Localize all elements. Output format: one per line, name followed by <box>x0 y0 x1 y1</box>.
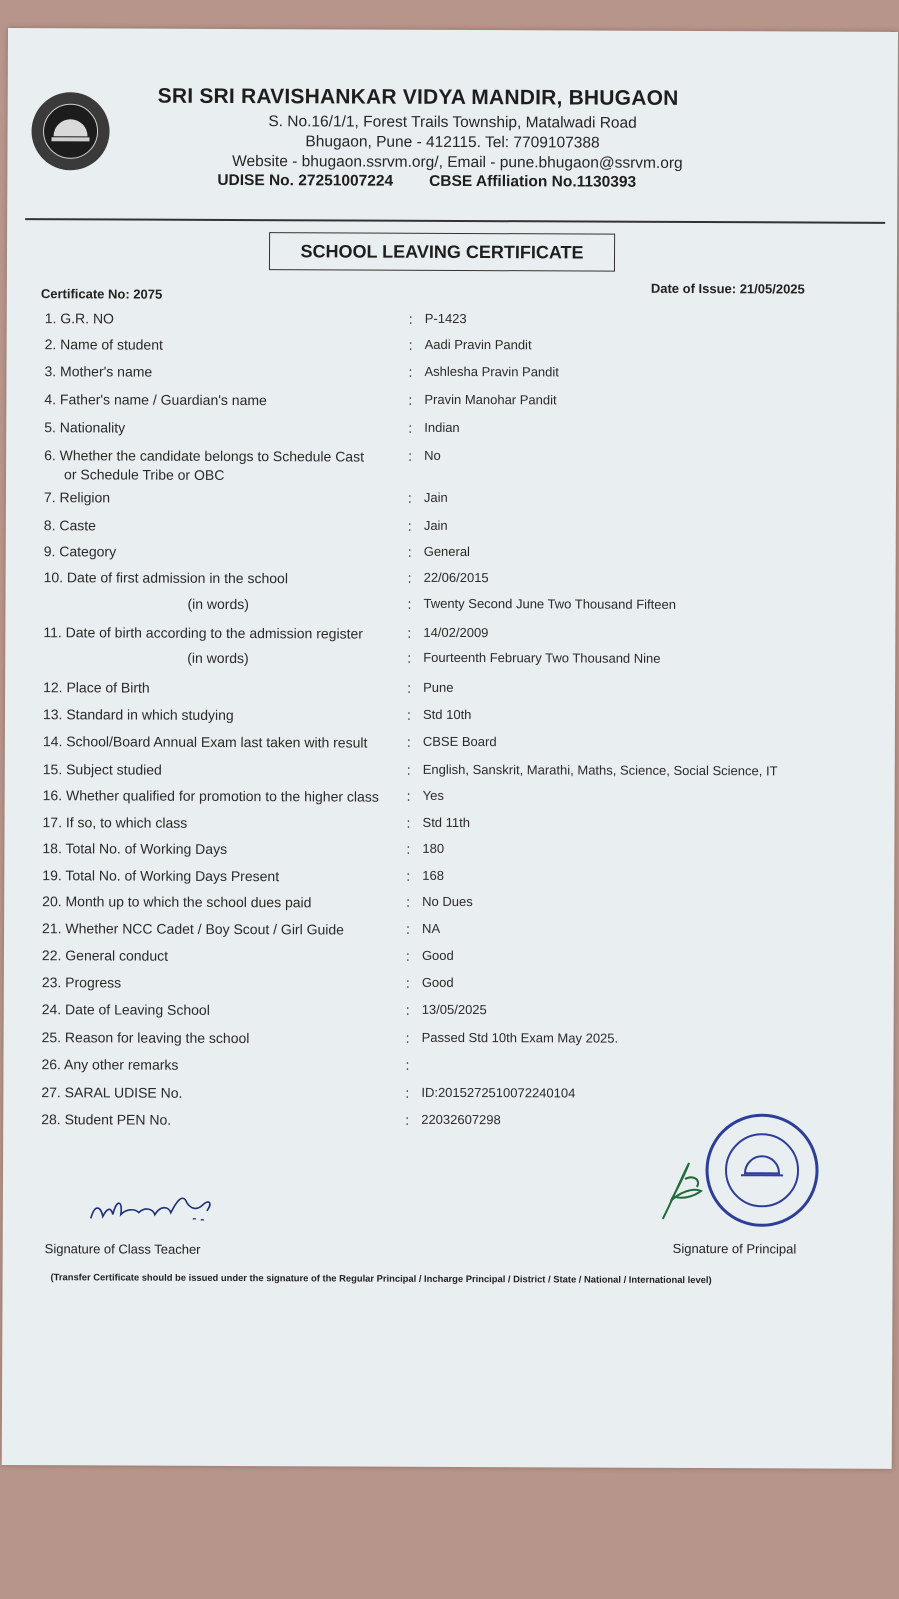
field-row <box>41 946 862 964</box>
field-colon: : <box>406 761 411 778</box>
field-label-continued: or Schedule Tribe or OBC <box>64 466 225 483</box>
field-colon: : <box>406 706 411 723</box>
field-row <box>43 542 864 560</box>
field-row <box>42 919 862 938</box>
field-row <box>44 309 865 327</box>
field-row <box>43 648 863 667</box>
field-row <box>42 760 863 779</box>
field-colon: : <box>408 310 413 327</box>
school-logo-icon <box>29 90 111 172</box>
field-value: Pravin Manohar Pandit <box>424 391 557 408</box>
field-row <box>42 732 863 751</box>
field-label: 13. Standard in which studying <box>42 706 234 723</box>
field-label: 17. If so, to which class <box>42 814 188 831</box>
field-label: 1. G.R. NO <box>44 310 115 327</box>
field-value: 22/06/2015 <box>423 569 489 586</box>
field-value: Pune <box>423 679 454 695</box>
field-value: Ashlesha Pravin Pandit <box>424 363 559 380</box>
field-colon: : <box>407 649 412 666</box>
field-colon: : <box>406 787 411 804</box>
website-email: Website - bhugaon.ssrvm.org/, Email - pune.bhugaon@ssrvm.org <box>232 152 683 172</box>
certificate-title: SCHOOL LEAVING CERTIFICATE <box>269 232 615 272</box>
field-value: Std 11th <box>422 814 471 831</box>
field-value: Good <box>421 947 454 963</box>
field-colon: : <box>405 1084 410 1101</box>
field-value: English, Sanskrit, Marathi, Maths, Science, Social Science, IT <box>422 761 778 779</box>
field-label: 6. Whether the candidate belongs to Schedule Cast <box>44 447 365 465</box>
field-label: 25. Reason for leaving the school <box>41 1029 250 1047</box>
field-label: 21. Whether NCC Cadet / Boy Scout / Girl Guide <box>42 920 345 938</box>
field-colon: : <box>407 679 412 696</box>
field-colon: : <box>407 517 412 534</box>
field-row <box>44 390 864 409</box>
field-colon: : <box>405 974 410 991</box>
field-value: General <box>423 543 471 560</box>
field-colon: : <box>406 920 410 937</box>
field-colon: : <box>407 543 412 560</box>
field-row <box>42 813 863 831</box>
field-label: 22. General conduct <box>41 947 169 964</box>
field-label: 9. Category <box>43 543 117 560</box>
field-row <box>41 1055 862 1073</box>
field-row <box>41 1028 862 1047</box>
address-line-1: S. No.16/1/1, Forest Trails Township, Matalwadi Road <box>268 113 637 132</box>
field-value: Yes <box>422 787 444 803</box>
field-label: 10. Date of first admission in the school <box>43 569 288 587</box>
field-label: 27. SARAL UDISE No. <box>41 1084 183 1101</box>
field-value: 180 <box>422 840 445 856</box>
field-row <box>42 786 863 805</box>
field-row <box>42 839 862 857</box>
field-row <box>44 446 864 483</box>
field-colon: : <box>406 893 411 910</box>
field-row <box>41 1000 862 1018</box>
field-row <box>44 362 865 380</box>
field-value: NA <box>422 920 441 936</box>
field-value: Jain <box>423 517 448 533</box>
field-value: Fourteenth February Two Thousand Nine <box>423 649 661 666</box>
school-seal-icon <box>703 1111 822 1230</box>
cbse-affiliation: CBSE Affiliation No.1130393 <box>429 172 637 191</box>
class-teacher-signature-label: Signature of Class Teacher <box>44 1241 201 1257</box>
field-label: 28. Student PEN No. <box>41 1111 172 1128</box>
school-name: SRI SRI RAVISHANKAR VIDYA MANDIR, BHUGAON <box>157 84 679 110</box>
field-label: 23. Progress <box>41 974 122 991</box>
field-colon: : <box>407 569 412 586</box>
field-label: 5. Nationality <box>44 419 126 436</box>
field-colon: : <box>406 840 411 857</box>
field-value: Std 10th <box>422 706 472 723</box>
field-row <box>43 623 863 642</box>
field-colon: : <box>405 1056 410 1073</box>
field-row <box>42 866 862 885</box>
field-label: 2. Name of student <box>44 336 163 353</box>
field-row <box>41 973 862 991</box>
field-colon: : <box>405 947 410 964</box>
identifiers <box>217 172 717 192</box>
date-of-issue: Date of Issue: 21/05/2025 <box>650 280 805 297</box>
field-label: 14. School/Board Annual Exam last taken with result <box>42 733 368 751</box>
field-value: 22032607298 <box>421 1111 501 1128</box>
field-colon: : <box>408 447 413 464</box>
field-row <box>44 418 864 436</box>
field-label: 11. Date of birth according to the admission register <box>43 624 363 642</box>
field-colon: : <box>406 867 411 884</box>
field-value: Indian <box>424 419 460 435</box>
field-row <box>44 335 865 353</box>
field-value: Good <box>421 974 454 990</box>
field-colon: : <box>406 814 411 831</box>
field-colon: : <box>405 1111 410 1128</box>
field-row <box>41 1083 861 1101</box>
address-line-2: Bhugaon, Pune - 412115. Tel: 7709107388 <box>305 133 600 152</box>
field-row <box>42 892 862 911</box>
field-value: Jain <box>423 489 448 505</box>
field-label: 4. Father's name / Guardian's name <box>44 391 267 409</box>
principal-signature-label: Signature of Principal <box>672 1240 797 1257</box>
field-value: ID:2015272510072240104 <box>421 1084 576 1101</box>
field-colon: : <box>408 419 413 436</box>
field-value: 14/02/2009 <box>423 624 489 641</box>
field-label: 16. Whether qualified for promotion to the higher class <box>42 787 379 805</box>
field-label: 20. Month up to which the school dues paid <box>42 893 312 911</box>
field-label: 24. Date of Leaving School <box>41 1001 210 1018</box>
field-colon: : <box>408 363 413 380</box>
field-label: (in words) <box>187 649 249 667</box>
field-colon: : <box>407 489 412 506</box>
field-colon: : <box>406 733 411 750</box>
transfer-certificate-note: (Transfer Certificate should be issued under the signature of the Regular Principal / Incharge Principal / District / State / National / International level) <box>50 1271 712 1286</box>
field-label: 7. Religion <box>43 489 111 506</box>
field-row <box>43 568 864 587</box>
field-value: 168 <box>422 867 445 883</box>
field-colon: : <box>405 1001 410 1018</box>
field-row <box>43 678 863 696</box>
field-label: 8. Caste <box>43 517 97 534</box>
field-row <box>43 488 864 506</box>
field-value: P-1423 <box>424 310 467 327</box>
field-label: 19. Total No. of Working Days Present <box>42 867 280 885</box>
field-value: No <box>424 447 441 463</box>
field-label: 3. Mother's name <box>44 363 153 380</box>
field-value: No Dues <box>422 893 473 910</box>
field-colon: : <box>408 336 413 353</box>
field-label: 12. Place of Birth <box>43 679 150 696</box>
field-label: 26. Any other remarks <box>41 1056 179 1073</box>
class-teacher-signature-icon <box>83 1178 233 1229</box>
header-divider <box>25 218 885 224</box>
udise-number: UDISE No. 27251007224 <box>217 171 394 190</box>
field-value: CBSE Board <box>422 733 497 750</box>
certificate-paper <box>2 28 898 1469</box>
field-label: (in words) <box>187 595 249 613</box>
field-colon: : <box>407 595 412 612</box>
field-colon: : <box>405 1029 410 1046</box>
field-colon: : <box>408 391 413 408</box>
certificate-number: Certificate No: 2075 <box>40 286 163 302</box>
field-label: 15. Subject studied <box>42 761 162 778</box>
field-row <box>44 594 864 613</box>
field-colon: : <box>407 624 412 641</box>
field-row <box>42 705 863 723</box>
field-value: Passed Std 10th Exam May 2025. <box>421 1029 619 1046</box>
field-label: 18. Total No. of Working Days <box>42 840 228 857</box>
field-value: Twenty Second June Two Thousand Fifteen <box>423 595 676 612</box>
field-value: 13/05/2025 <box>421 1001 487 1018</box>
field-row <box>43 516 864 534</box>
field-value: Aadi Pravin Pandit <box>424 336 532 353</box>
